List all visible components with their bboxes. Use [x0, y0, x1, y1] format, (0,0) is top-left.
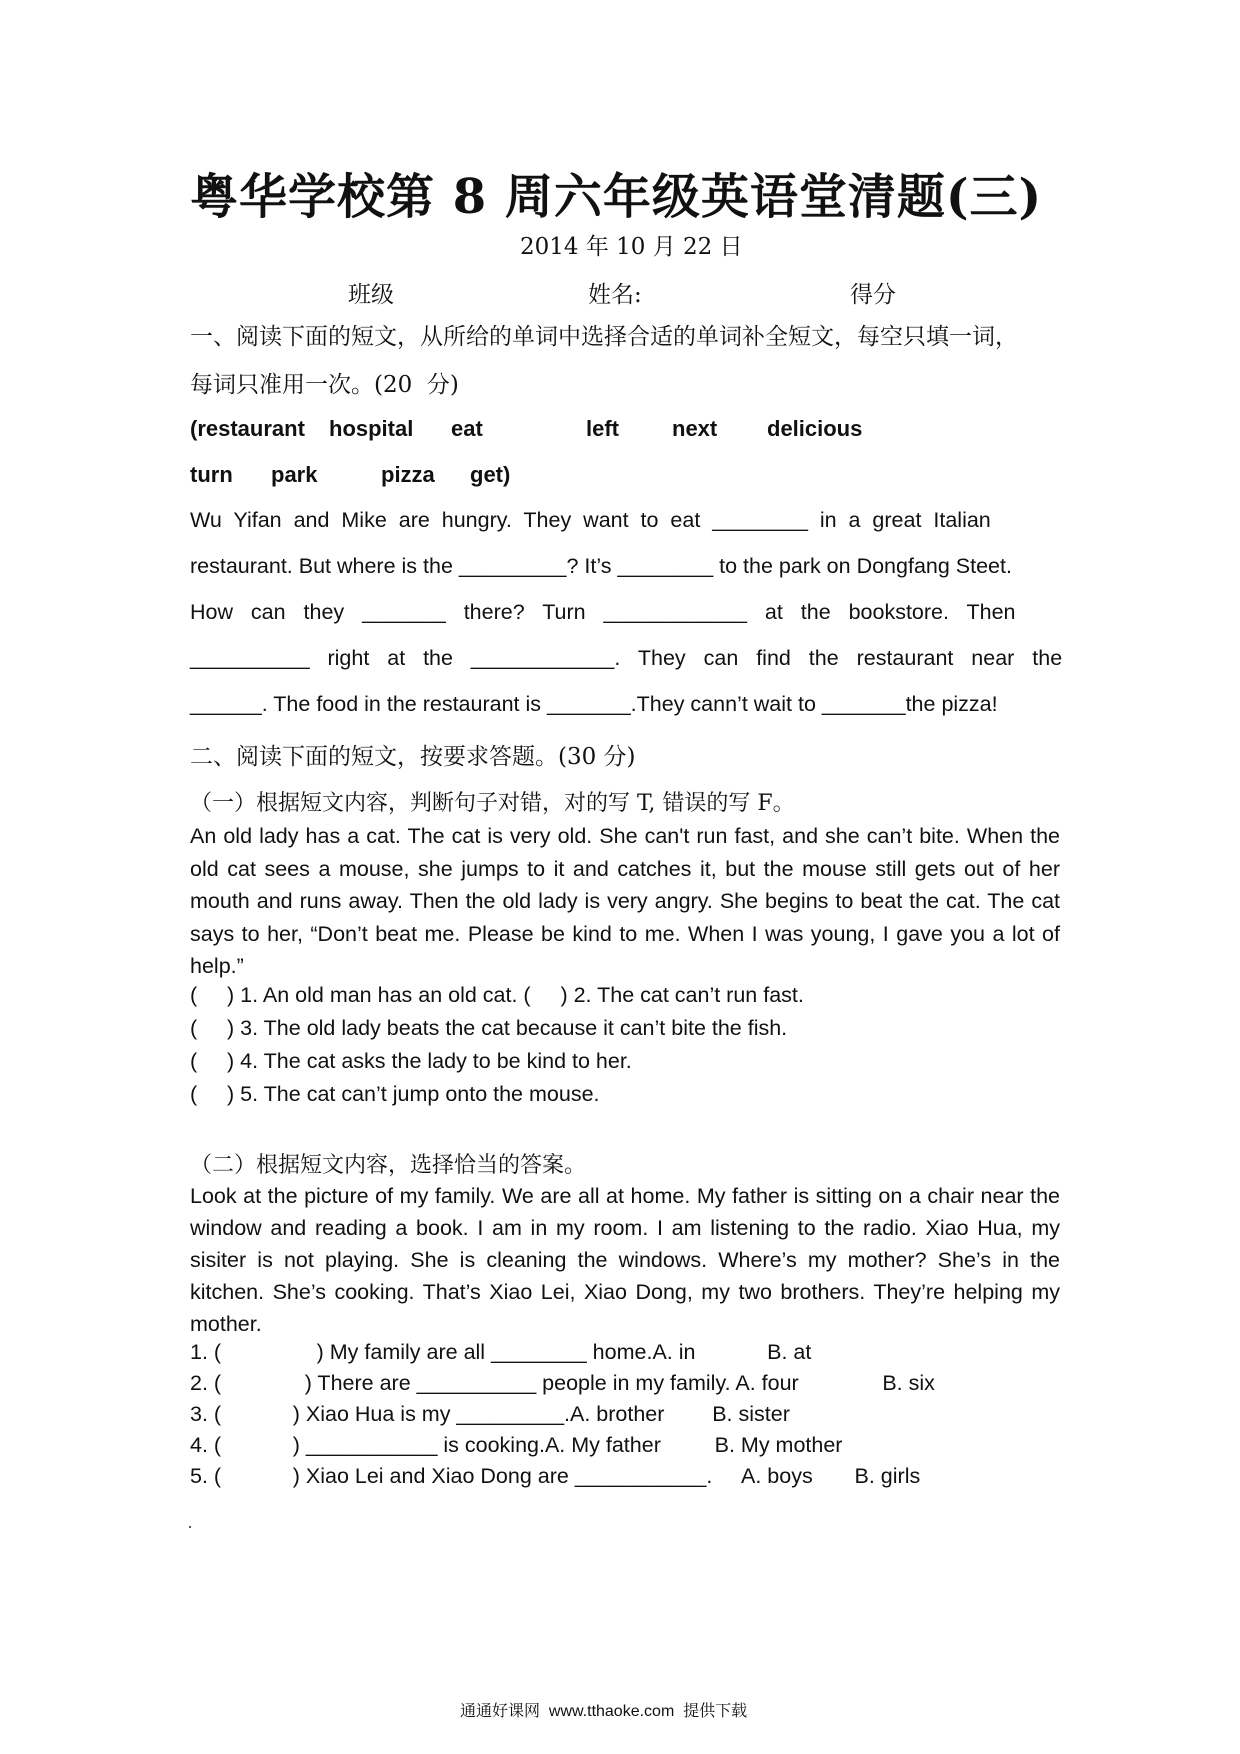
true-false-item: ( ) 1. An old man has an old cat. ( ) 2. The cat can’t run fast.	[190, 983, 804, 1007]
word-bank-item: delicious	[767, 416, 863, 441]
section1-heading-line2: 每词只准用一次。(20 分)	[190, 372, 459, 398]
class-label: 班级	[348, 282, 394, 308]
name-label: 姓名:	[588, 282, 642, 308]
part2-passage: Look at the picture of my family. We are all at home. My father is sitting on a chair near the window and reading a book. I am in my room. I am listening to the radio. Xiao Hua, my sisiter is not playing. She is cleaning the windows. Where’s my mother? She’s in the kitchen. She’s cooking. That’s Xiao Lei, Xiao Dong, my two brothers. They’re helping my mother.	[190, 1184, 1060, 1336]
choice-item: 5. ( ) Xiao Lei and Xiao Dong are ___________. A. boys B. girls	[190, 1464, 921, 1488]
section2-heading: 二、阅读下面的短文，按要求答题。(30 分)	[190, 744, 636, 770]
word-bank-item: eat	[451, 416, 483, 441]
true-false-item: ( ) 4. The cat asks the lady to be kind to her.	[190, 1049, 632, 1073]
word-bank-item: next	[672, 416, 718, 441]
section1-heading-line1: 一、阅读下面的短文，从所给的单词中选择合适的单词补全短文，每空只填一词，	[190, 324, 1018, 350]
true-false-item: ( ) 5. The cat can’t jump onto the mouse.	[190, 1082, 600, 1106]
score-label: 得分	[850, 282, 896, 308]
date: 2014 年 10 月 22 日	[520, 234, 743, 260]
choice-item: 2. ( ) There are __________ people in my family. A. four B. six	[190, 1371, 935, 1395]
word-bank-item: park	[271, 462, 318, 487]
choice-item: 3. ( ) Xiao Hua is my _________.A. brother B. sister	[190, 1402, 790, 1426]
word-bank-item: turn	[190, 462, 233, 487]
cloze-line: Wu Yifan and Mike are hungry. They want to eat ________ in a great Italian	[190, 508, 991, 532]
word-bank-item: pizza	[381, 462, 435, 487]
cloze-line: How can they _______ there? Turn ____________ at the bookstore. Then	[190, 600, 1016, 624]
choice-item: 4. ( ) ___________ is cooking.A. My father B. My mother	[190, 1433, 843, 1457]
word-bank-item: (restaurant	[190, 416, 305, 441]
word-bank-item: left	[586, 416, 619, 441]
true-false-item: ( ) 3. The old lady beats the cat because it can’t bite the fish.	[190, 1016, 788, 1040]
part2-heading: （二）根据短文内容，选择恰当的答案。	[190, 1153, 587, 1178]
choice-item: 1. ( ) My family are all ________ home.A. in B. at	[190, 1340, 812, 1364]
word-bank-item: get)	[470, 462, 511, 487]
scan-speck	[189, 1526, 191, 1528]
word-bank-item: hospital	[329, 416, 414, 441]
cloze-line: restaurant. But where is the _________? It’s ________ to the park on Dongfang Steet.	[190, 554, 1012, 578]
cloze-line: ______. The food in the restaurant is _______.They cann’t wait to _______the pizza!	[190, 692, 998, 716]
page-title: 粤华学校第 8 周六年级英语堂清题(三)	[190, 169, 1043, 225]
footer-credit: 通通好课网 www.tthaoke.com 提供下载	[460, 1703, 748, 1720]
part1-passage: An old lady has a cat. The cat is very old. She can't run fast, and she can’t bite. When the old cat sees a mouse, she jumps to it and catches it, but the mouse still gets out of her mouth and runs away. Then the old lady is very angry. She begins to beat the cat. The cat says to her, “Don’t beat me. Please be kind to me. When I was young, I gave you a lot of help.”	[190, 824, 1060, 978]
cloze-line: __________ right at the ____________. They can find the restaurant near the	[190, 646, 1063, 670]
part1-heading: （一）根据短文内容，判断句子对错，对的写 T, 错误的写 F。	[190, 791, 795, 816]
